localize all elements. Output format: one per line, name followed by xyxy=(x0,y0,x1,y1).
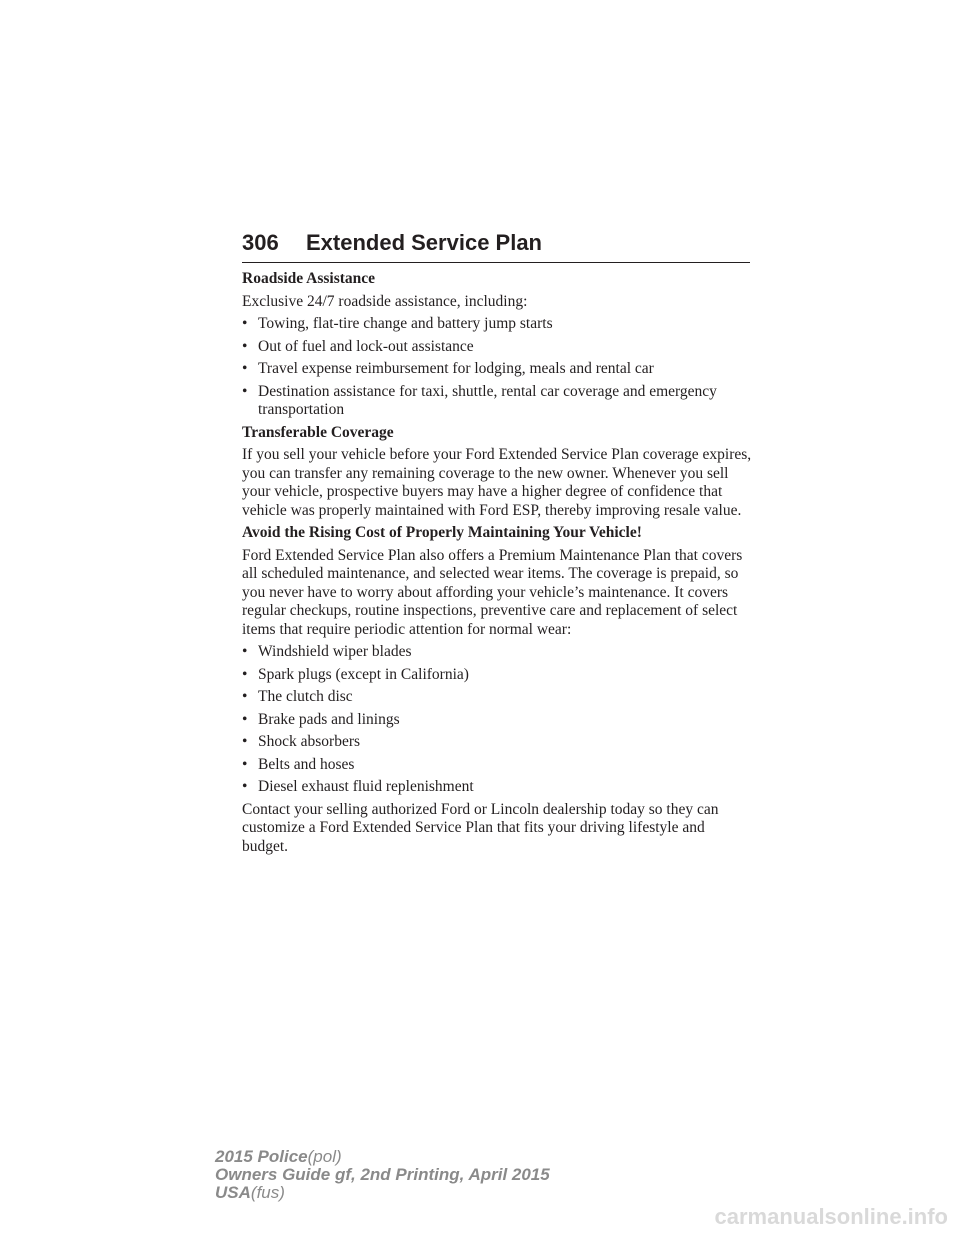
roadside-list xyxy=(242,315,752,420)
footer-model: 2015 Police xyxy=(215,1147,308,1166)
list-item: • Out of fuel and lock-out assistance xyxy=(242,338,752,357)
list-item: • Spark plugs (except in California) xyxy=(242,666,752,685)
transferable-heading: Transferable Coverage xyxy=(242,423,394,441)
list-item: • Shock absorbers xyxy=(242,733,752,752)
footer-market-code: (fus) xyxy=(250,1183,285,1202)
list-item: • Diesel exhaust fluid replenishment xyxy=(242,778,752,797)
footer-model-code: (pol) xyxy=(307,1147,342,1166)
page-header xyxy=(242,228,750,263)
list-item: • Towing, flat-tire change and battery jump starts xyxy=(242,315,752,334)
section-title: Extended Service Plan xyxy=(306,230,542,255)
document-footer xyxy=(215,1148,550,1202)
list-item: • The clutch disc xyxy=(242,688,752,707)
footer-market: USA xyxy=(215,1183,251,1202)
transferable-paragraph: If you sell your vehicle before your Ford Extended Service Plan coverage expires, you can transfer any remaining coverage to the new owner. Whenever you sell your vehicle, prospective buyers may have a higher degree of confidence that vehicle was properly maintained with Ford ESP, thereby improving resale value. xyxy=(242,446,752,519)
list-item: • Destination assistance for taxi, shuttle, rental car coverage and emergency transportation xyxy=(242,383,752,420)
page-number: 306 xyxy=(242,230,279,255)
footer-line-3 xyxy=(215,1184,550,1202)
list-item: • Brake pads and linings xyxy=(242,711,752,730)
footer-line-1 xyxy=(215,1148,550,1166)
closing-paragraph: Contact your selling authorized Ford or Lincoln dealership today so they can customize a Ford Extended Service Plan that fits your driving lifestyle and budget. xyxy=(242,800,719,855)
watermark: carmanualsonline.info xyxy=(714,1204,948,1229)
roadside-intro: Exclusive 24/7 roadside assistance, including: xyxy=(242,292,528,310)
list-item: • Belts and hoses xyxy=(242,756,752,775)
list-item: • Windshield wiper blades xyxy=(242,643,752,662)
roadside-heading: Roadside Assistance xyxy=(242,270,376,287)
maintenance-heading: Avoid the Rising Cost of Properly Maintaining Your Vehicle! xyxy=(242,524,642,541)
maintenance-list xyxy=(242,643,752,797)
maintenance-paragraph: Ford Extended Service Plan also offers a Premium Maintenance Plan that covers all scheduled maintenance, and selected wear items. The coverage is prepaid, so you never have to worry about affording your vehicle’s maintenance. It covers regular checkups, routine inspections, preventive care and replacement of select items that require periodic attention for normal wear: xyxy=(242,546,743,638)
list-item: • Travel expense reimbursement for lodging, meals and rental car xyxy=(242,360,752,379)
page-content xyxy=(242,270,752,860)
footer-line-2: Owners Guide gf, 2nd Printing, April 2015 xyxy=(215,1165,550,1184)
